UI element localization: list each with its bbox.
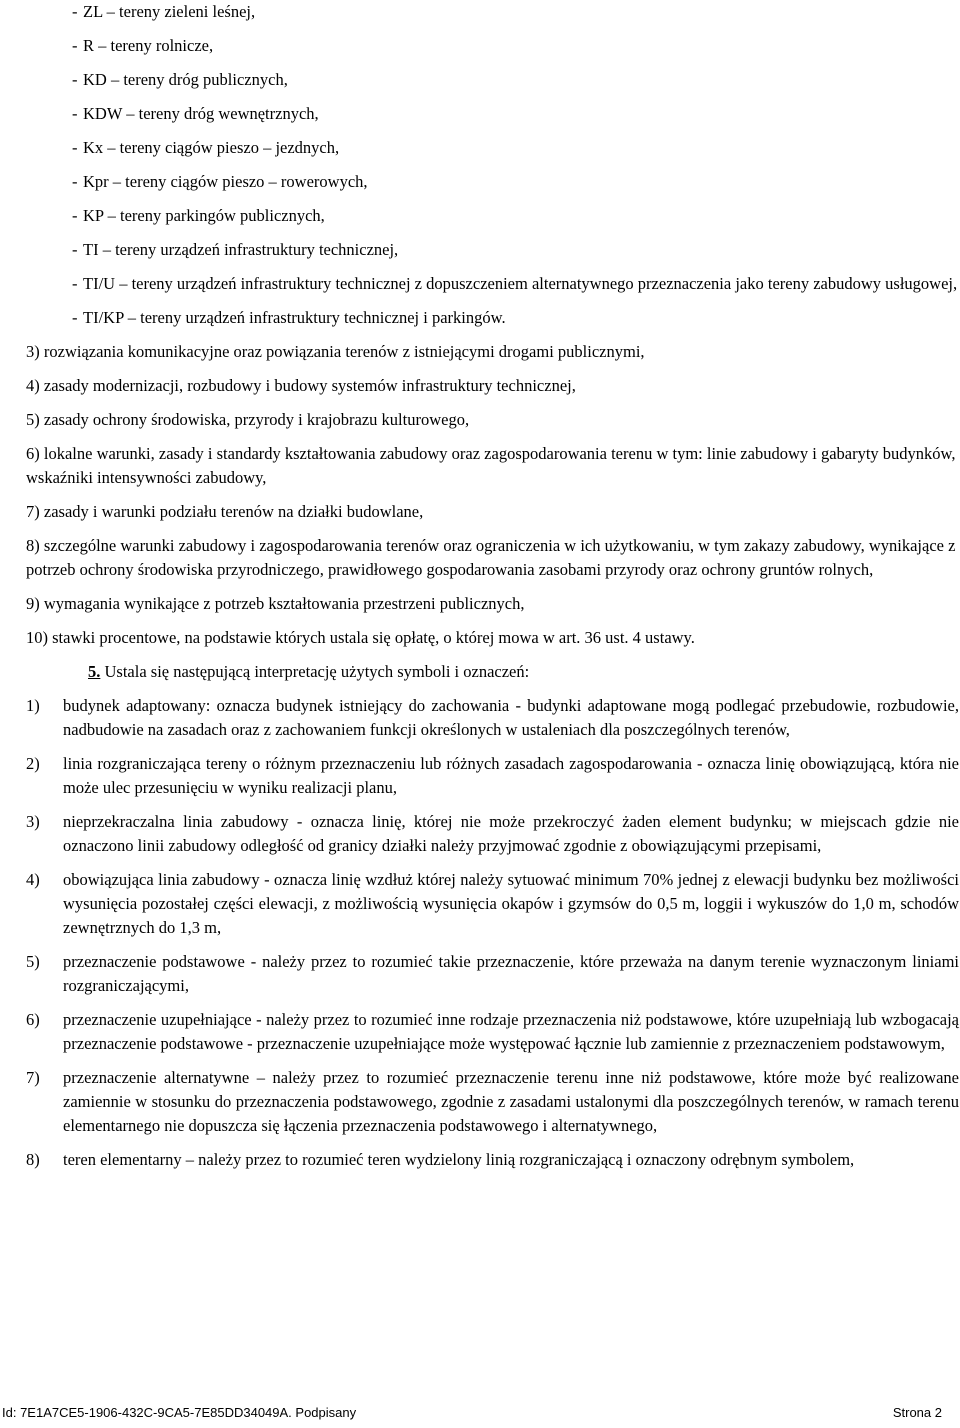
list-marker: - xyxy=(72,2,78,21)
page-number: Strona 2 xyxy=(892,1405,942,1420)
list-item xyxy=(26,442,959,490)
list-item-text: KDW – tereny dróg wewnętrznych, xyxy=(83,104,319,123)
list-item-text: KP – tereny parkingów publicznych, xyxy=(83,206,325,225)
item-number: 5) xyxy=(26,410,44,429)
item-number: 10) xyxy=(26,628,53,647)
list-item xyxy=(26,306,959,330)
list-item xyxy=(26,34,959,58)
list-marker: - xyxy=(72,274,78,293)
item-number: 1) xyxy=(26,696,40,715)
list-marker: - xyxy=(72,36,78,55)
item-text: linia rozgraniczająca tereny o różnym przeznaczeniu lub różnych zasadach zagospodarowania - oznacza linię obowiązującą, która nie może ulec przesunięciu w wyniku realizacji planu, xyxy=(63,754,959,797)
paragraph-text: Ustala się następującą interpretację użytych symboli i oznaczeń: xyxy=(104,662,530,681)
symbols-interpretation-list xyxy=(26,694,959,1172)
list-marker: - xyxy=(72,240,78,259)
list-marker: - xyxy=(72,104,78,123)
item-number: 5) xyxy=(26,952,40,971)
list-item xyxy=(26,950,959,998)
list-item xyxy=(26,752,959,800)
item-text: przeznaczenie uzupełniające - należy przez to rozumieć inne rodzaje przeznaczenia niż podstawowe, które uzupełniają lub wzbogacają przeznaczenie podstawowe - przeznaczenie uzupełniające może występować łącznie lub zamiennie z przeznaczeniem podstawowym, xyxy=(63,1010,959,1053)
list-item xyxy=(26,374,959,398)
list-item xyxy=(26,1066,959,1138)
list-item xyxy=(26,1008,959,1056)
item-text: rozwiązania komunikacyjne oraz powiązania terenów z istniejącymi drogami publicznymi, xyxy=(43,342,645,361)
list-item xyxy=(26,170,959,194)
item-number: 3) xyxy=(26,342,44,361)
item-text: zasady ochrony środowiska, przyrody i krajobrazu kulturowego, xyxy=(43,410,470,429)
list-marker: - xyxy=(72,138,78,157)
list-marker: - xyxy=(72,308,78,327)
list-item-text: R – tereny rolnicze, xyxy=(83,36,214,55)
item-text: przeznaczenie podstawowe - należy przez to rozumieć takie przeznaczenie, które przeważa na danym terenie wyznaczonym liniami rozgraniczającymi, xyxy=(63,952,959,995)
list-item xyxy=(26,694,959,742)
item-text: lokalne warunki, zasady i standardy kształtowania zabudowy oraz zagospodarowania terenu w tym: linie zabudowy i gabaryty budynków, wskaźniki intensywności zabudowy, xyxy=(26,444,956,487)
list-item xyxy=(26,340,959,364)
item-number: 6) xyxy=(26,1010,40,1029)
item-number: 7) xyxy=(26,502,44,521)
item-text: stawki procentowe, na podstawie których ustala się opłatę, o której mowa w art. 36 ust. 4 ustawy. xyxy=(52,628,695,647)
item-text: szczególne warunki zabudowy i zagospodarowania terenów oraz ograniczenia w ich użytkowaniu, w tym zakazy zabudowy, wynikające z potrzeb ochrony środowiska przyrodniczego, prawidłowego gospodarowania zasobami przyrody oraz ochrony gruntów rolnych, xyxy=(26,536,956,579)
item-text: nieprzekraczalna linia zabudowy - oznacza linię, której nie może przekroczyć żaden element budynku; w miejscach gdzie nie oznaczono linii zabudowy odległość od granicy działki należy przyjmować zgodnie z obowiązującymi przepisami, xyxy=(63,812,959,855)
list-marker: - xyxy=(72,172,78,191)
item-number: 8) xyxy=(26,536,44,555)
list-item xyxy=(26,272,959,296)
item-number: 4) xyxy=(26,870,40,889)
list-item xyxy=(26,408,959,432)
item-number: 9) xyxy=(26,594,44,613)
zoning-symbols-list xyxy=(26,0,959,330)
list-item xyxy=(26,1148,959,1172)
list-item xyxy=(26,102,959,126)
list-item-text: Kx – tereny ciągów pieszo – jezdnych, xyxy=(83,138,340,157)
item-number: 8) xyxy=(26,1150,40,1169)
list-item xyxy=(26,68,959,92)
item-text: przeznaczenie alternatywne – należy przez to rozumieć przeznaczenie terenu inne niż podstawowe, które może być realizowane zamiennie w stosunku do przeznaczenia podstawowego, zgodnie z zasadami ustalonymi dla poszczególnych terenów, w ramach terenu elementarnego nie dopuszcza się łączenia przeznaczenia podstawowego i alternatywnego, xyxy=(63,1068,959,1135)
list-item xyxy=(26,238,959,262)
item-text: budynek adaptowany: oznacza budynek istniejący do zachowania - budynki adaptowane mogą podlegać przebudowie, rozbudowie, nadbudowie na zasadach oraz z zachowaniem funkcji określonych w ustaleniach dla poszczególnych terenów, xyxy=(63,696,959,739)
list-item-text: TI – tereny urządzeń infrastruktury technicznej, xyxy=(83,240,399,259)
list-marker: - xyxy=(72,70,78,89)
list-item-text: TI/U – tereny urządzeń infrastruktury technicznej z dopuszczeniem alternatywnego przeznaczenia jako tereny zabudowy usługowej, xyxy=(83,274,958,293)
item-number: 6) xyxy=(26,444,44,463)
item-text: teren elementarny – należy przez to rozumieć teren wydzielony linią rozgraniczającą i oznaczony odrębnym symbolem, xyxy=(63,1150,855,1169)
plan-content-list xyxy=(26,340,959,650)
list-item-text: TI/KP – tereny urządzeń infrastruktury technicznej i parkingów. xyxy=(83,308,506,327)
list-item xyxy=(26,810,959,858)
list-item xyxy=(26,500,959,524)
paragraph-5-intro xyxy=(88,660,959,684)
list-item xyxy=(26,626,959,650)
item-number: 4) xyxy=(26,376,44,395)
document-body xyxy=(26,0,959,1182)
page-footer xyxy=(2,1405,942,1421)
item-text: zasady modernizacji, rozbudowy i budowy systemów infrastruktury technicznej, xyxy=(43,376,576,395)
list-item xyxy=(26,868,959,940)
list-item xyxy=(26,592,959,616)
item-number: 2) xyxy=(26,754,40,773)
list-marker: - xyxy=(72,206,78,225)
document-id: Id: 7E1A7CE5-1906-432C-9CA5-7E85DD34049A. Podpisany xyxy=(2,1405,357,1420)
item-number: 3) xyxy=(26,812,40,831)
item-text: wymagania wynikające z potrzeb kształtowania przestrzeni publicznych, xyxy=(43,594,525,613)
list-item-text: KD – tereny dróg publicznych, xyxy=(83,70,288,89)
list-item xyxy=(26,534,959,582)
paragraph-number: 5. xyxy=(88,662,101,681)
list-item xyxy=(26,136,959,160)
list-item-text: ZL – tereny zieleni leśnej, xyxy=(83,2,256,21)
list-item-text: Kpr – tereny ciągów pieszo – rowerowych, xyxy=(83,172,368,191)
list-item xyxy=(26,204,959,228)
item-text: zasady i warunki podziału terenów na działki budowlane, xyxy=(43,502,424,521)
item-number: 7) xyxy=(26,1068,40,1087)
item-text: obowiązująca linia zabudowy - oznacza linię wzdłuż której należy sytuować minimum 70% jednej z elewacji budynku bez możliwości wysunięcia pozostałej części elewacji, z możliwością wysunięcia okapów i gzymsów do 0,5 m, loggii i wykuszów do 1,0 m, schodów zewnętrznych do 1,3 m, xyxy=(63,870,959,937)
list-item xyxy=(26,0,959,24)
